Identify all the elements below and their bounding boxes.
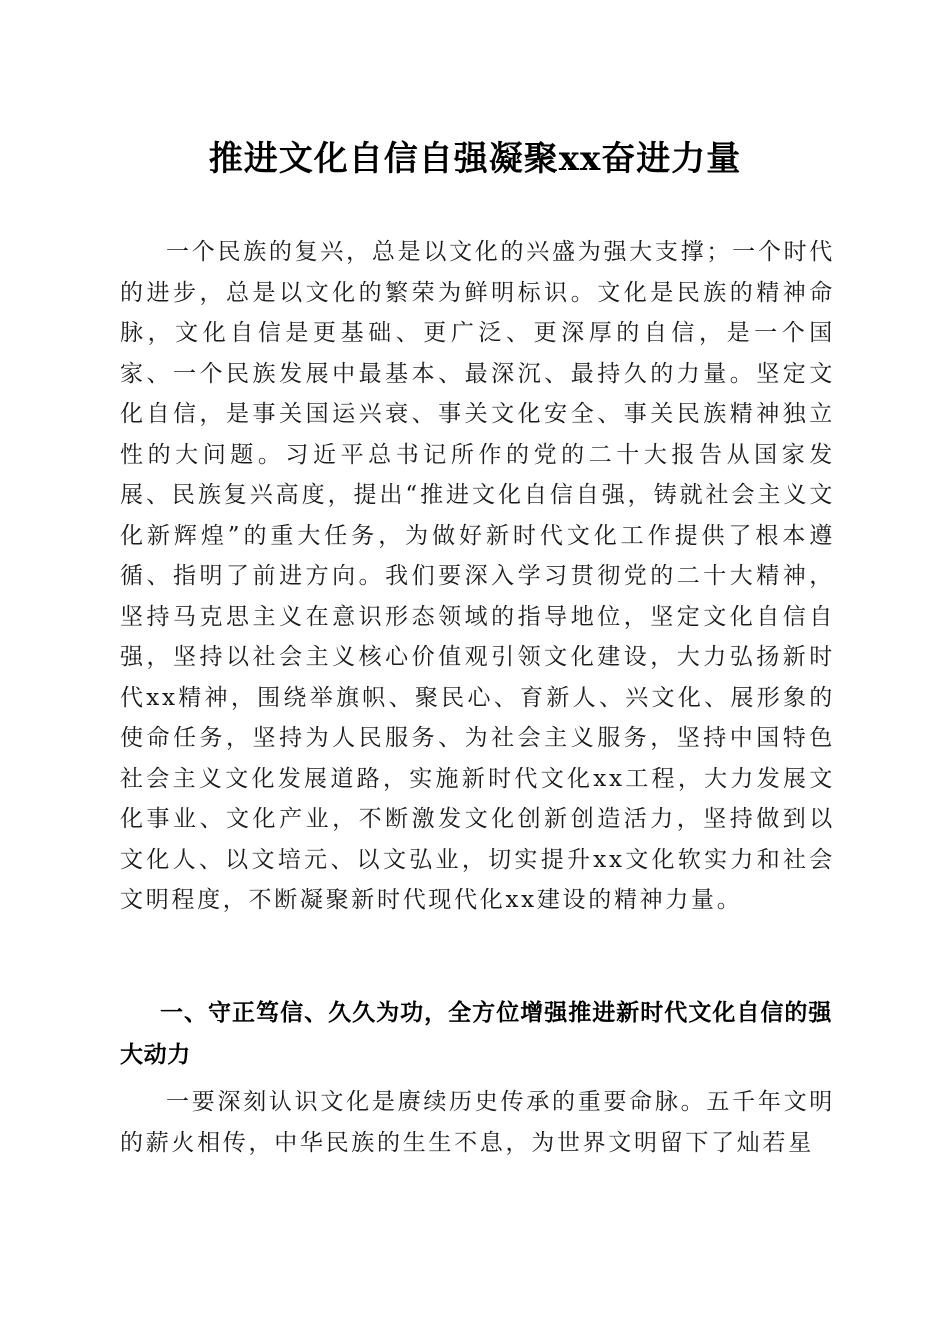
intro-paragraph: 一个民族的复兴，总是以文化的兴盛为强大支撑；一个时代的进步，总是以文化的繁荣为鲜明标识。文化是民族的精神命脉，文化自信是更基础、更广泛、更深厚的自信，是一个国家、一个民族发展中最基本、最深沉、最持久的力量。坚定文化自信，是事关国运兴衰、事关文化安全、事关民族精神独立性的大问题。习近平总书记所作的党的二十大报告从国家发展、民族复兴高度，提出“推进文化自信自强，铸就社会主义文化新辉煌”的重大任务，为做好新时代文化工作提供了根本遵循、指明了前进方向。我们要深入学习贯彻党的二十大精神，坚持马克思主义在意识形态领域的指导地位，坚定文化自信自强，坚持以社会主义核心价值观引领文化建设，大力弘扬新时代xx精神，围绕举旗帜、聚民心、育新人、兴文化、展形象的使命任务，坚持为人民服务、为社会主义服务，坚持中国特色社会主义文化发展道路，实施新时代文化xx工程，大力发展文化事业、文化产业，不断激发文化创新创造活力，坚持做到以文化人、以文培元、以文弘业，切实提升xx文化软实力和社会文明程度，不断凝聚新时代现代化xx建设的精神力量。 bbox=[120, 239, 835, 913]
section-paragraph: 一要深刻认识文化是赓续历史传承的重要命脉。五千年文明的薪火相传，中华民族的生生不息，为世界文明留下了灿若星 bbox=[120, 1089, 835, 1156]
document-title: 推进文化自信自强凝聚xx奋进力量 bbox=[208, 139, 742, 179]
section-heading: 一、守正笃信、久久为功，全方位增强推进新时代文化自信的强大动力 bbox=[120, 1000, 832, 1068]
